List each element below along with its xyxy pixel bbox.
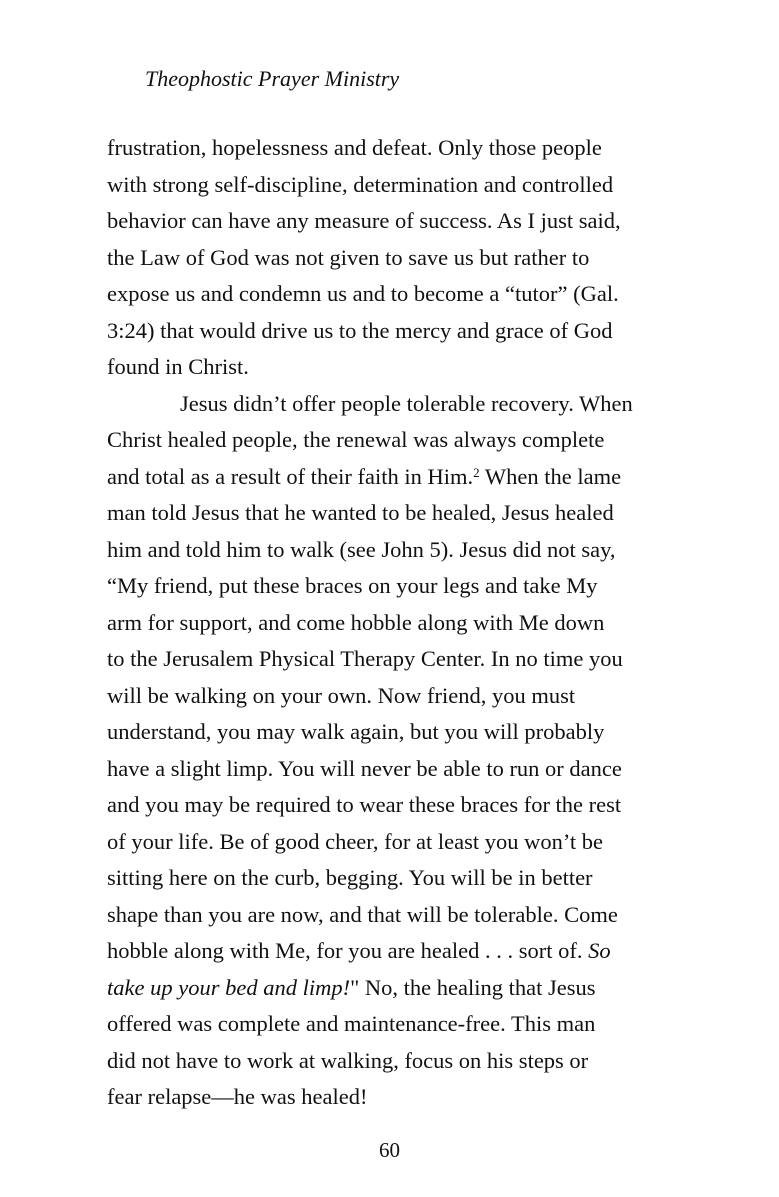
text-line: Jesus didn’t offer people tolerable recovery. When: [180, 390, 633, 416]
paragraph-2: [107, 386, 687, 1116]
text-segment: and total as a result of their faith in Him.: [107, 463, 474, 489]
text-line: frustration, hopelessness and defeat. Only those people: [107, 135, 602, 160]
italic-text-segment: take up your bed and limp!: [107, 974, 351, 1000]
page-number: 60: [379, 1138, 400, 1162]
text-line: with strong self-discipline, determination and controlled: [107, 171, 614, 197]
text-segment: When the lame: [479, 463, 622, 489]
running-head: Theophostic Prayer Ministry: [145, 66, 400, 91]
body-text: [107, 130, 687, 1116]
text-line: man told Jesus that he wanted to be healed, Jesus healed: [107, 500, 614, 525]
text-line: behavior can have any measure of success. As I just said,: [107, 208, 621, 233]
text-line: [107, 459, 687, 496]
text-line: did not have to work at walking, focus on his steps or: [107, 1047, 589, 1073]
text-line: [107, 970, 687, 1007]
text-line: offered was complete and maintenance-free. This man: [107, 1011, 596, 1036]
text-line: him and told him to walk (see John 5). Jesus did not say,: [107, 536, 616, 562]
text-line: arm for support, and come hobble along with Me down: [107, 609, 605, 635]
text-line: sitting here on the curb, begging. You will be in better: [107, 865, 593, 890]
text-line: “My friend, put these braces on your legs and take My: [107, 573, 598, 598]
text-line: and you may be required to wear these braces for the rest: [107, 792, 622, 817]
text-line: the Law of God was not given to save us but rather to: [107, 244, 590, 270]
text-line: understand, you may walk again, but you will probably: [107, 719, 605, 744]
text-line: expose us and condemn us and to become a “tutor” (Gal.: [107, 281, 619, 306]
paragraph-1: [107, 130, 687, 386]
italic-text-segment: So: [588, 938, 611, 963]
text-segment: " No, the healing that Jesus: [350, 974, 596, 1000]
text-line: have a slight limp. You will never be able to run or dance: [107, 755, 622, 781]
text-line: will be walking on your own. Now friend, you must: [107, 682, 576, 708]
text-line: fear relapse—he was healed!: [107, 1084, 368, 1109]
text-line: of your life. Be of good cheer, for at least you won’t be: [107, 828, 604, 854]
text-line: found in Christ.: [107, 354, 249, 379]
footnote-reference[interactable]: 2: [473, 464, 480, 480]
text-line: 3:24) that would drive us to the mercy and grace of God: [107, 317, 613, 343]
text-line: shape than you are now, and that will be tolerable. Come: [107, 901, 618, 927]
text-segment: hobble along with Me, for you are healed . . . sort of.: [107, 938, 589, 963]
text-line: to the Jerusalem Physical Therapy Center. In no time you: [107, 646, 623, 671]
text-line: [107, 933, 687, 970]
text-line: Christ healed people, the renewal was always complete: [107, 427, 605, 452]
